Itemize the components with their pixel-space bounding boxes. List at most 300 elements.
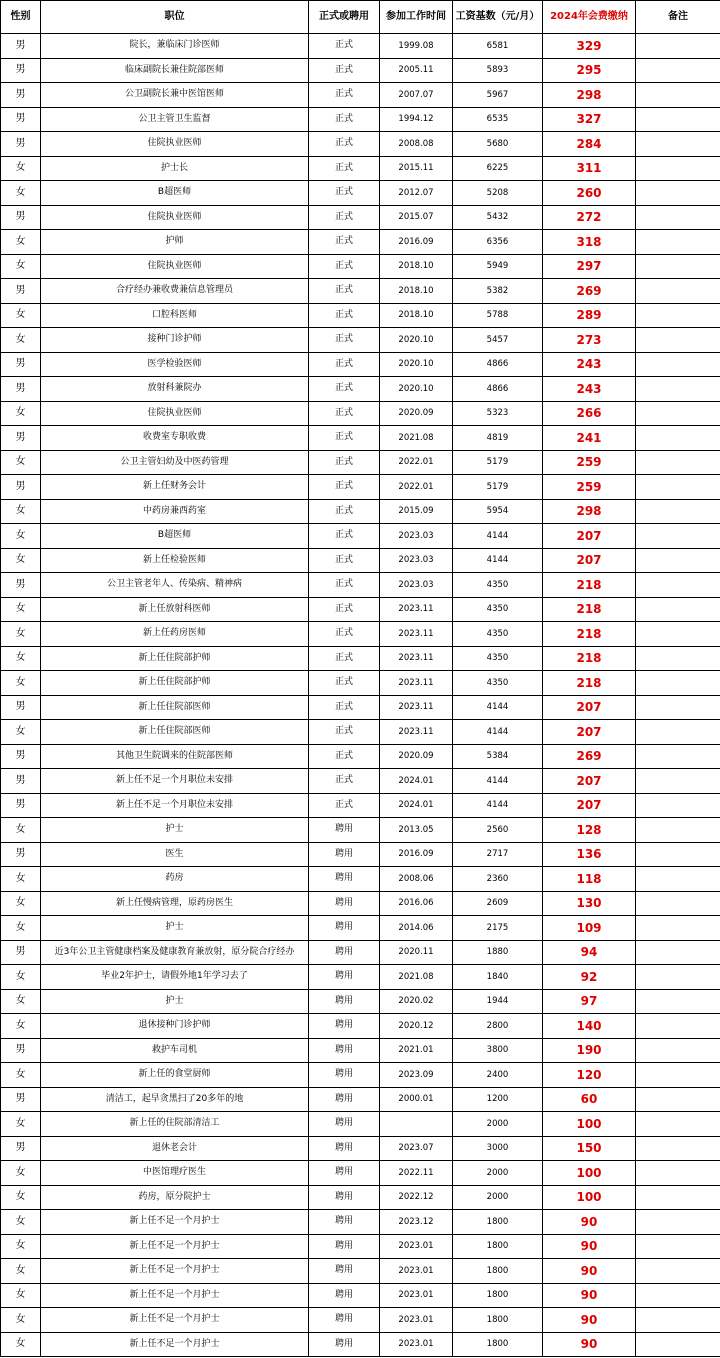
cell-fee-2024: 295 (543, 58, 636, 83)
cell-fee-2024: 272 (543, 205, 636, 230)
cell-start-date: 2023.11 (380, 695, 453, 720)
cell-fee-2024: 94 (543, 940, 636, 965)
cell-employment-type: 聘用 (309, 965, 380, 990)
cell-start-date: 2020.12 (380, 1014, 453, 1039)
cell-position: 新上任不足一个月护士 (41, 1308, 309, 1333)
cell-gender: 男 (1, 34, 41, 59)
cell-start-date: 2018.10 (380, 303, 453, 328)
cell-note (636, 793, 720, 818)
cell-gender: 女 (1, 1308, 41, 1333)
cell-position: 口腔科医师 (41, 303, 309, 328)
cell-start-date: 2021.08 (380, 965, 453, 990)
cell-gender: 女 (1, 891, 41, 916)
cell-employment-type: 正式 (309, 744, 380, 769)
cell-note (636, 720, 720, 745)
cell-employment-type: 正式 (309, 279, 380, 304)
cell-gender: 女 (1, 499, 41, 524)
cell-start-date: 2023.01 (380, 1234, 453, 1259)
cell-wage-base: 5382 (453, 279, 543, 304)
cell-position: 院长，兼临床门诊医师 (41, 34, 309, 59)
table-row (1, 597, 720, 622)
table-row (1, 475, 720, 500)
cell-position: B超医师 (41, 524, 309, 549)
table-row (1, 1087, 720, 1112)
cell-fee-2024: 266 (543, 401, 636, 426)
cell-gender: 女 (1, 965, 41, 990)
cell-gender: 女 (1, 524, 41, 549)
header-employment-type: 正式或聘用 (309, 1, 380, 34)
table-row (1, 1185, 720, 1210)
cell-start-date: 2016.06 (380, 891, 453, 916)
table-row (1, 499, 720, 524)
cell-note (636, 254, 720, 279)
cell-note (636, 34, 720, 59)
cell-wage-base: 6356 (453, 230, 543, 255)
cell-wage-base: 2000 (453, 1185, 543, 1210)
cell-gender: 男 (1, 107, 41, 132)
cell-wage-base: 3800 (453, 1038, 543, 1063)
table-row (1, 132, 720, 157)
cell-employment-type: 聘用 (309, 1038, 380, 1063)
cell-start-date: 2020.02 (380, 989, 453, 1014)
cell-wage-base: 4144 (453, 695, 543, 720)
cell-start-date: 2023.01 (380, 1259, 453, 1284)
header-note: 备注 (636, 1, 720, 34)
cell-wage-base: 5208 (453, 181, 543, 206)
cell-wage-base: 1840 (453, 965, 543, 990)
cell-wage-base: 5384 (453, 744, 543, 769)
cell-gender: 女 (1, 989, 41, 1014)
cell-gender: 女 (1, 230, 41, 255)
cell-position: 清洁工，起早贪黑扫了20多年的地 (41, 1087, 309, 1112)
cell-position: 住院执业医师 (41, 205, 309, 230)
cell-wage-base: 1800 (453, 1332, 543, 1357)
cell-note (636, 867, 720, 892)
cell-start-date: 2023.11 (380, 720, 453, 745)
cell-note (636, 352, 720, 377)
cell-position: 新上任住院部医师 (41, 695, 309, 720)
cell-gender: 男 (1, 695, 41, 720)
cell-wage-base: 5967 (453, 83, 543, 108)
cell-fee-2024: 329 (543, 34, 636, 59)
cell-employment-type: 正式 (309, 181, 380, 206)
cell-wage-base: 1800 (453, 1234, 543, 1259)
cell-wage-base: 4866 (453, 377, 543, 402)
cell-note (636, 450, 720, 475)
table-row (1, 793, 720, 818)
cell-fee-2024: 218 (543, 622, 636, 647)
cell-employment-type: 正式 (309, 671, 380, 696)
table-row (1, 205, 720, 230)
cell-note (636, 1136, 720, 1161)
cell-wage-base: 2800 (453, 1014, 543, 1039)
cell-position: 其他卫生院调来的住院部医师 (41, 744, 309, 769)
cell-note (636, 107, 720, 132)
cell-gender: 男 (1, 58, 41, 83)
table-row (1, 303, 720, 328)
table-row (1, 181, 720, 206)
cell-gender: 女 (1, 1112, 41, 1137)
cell-fee-2024: 190 (543, 1038, 636, 1063)
cell-fee-2024: 298 (543, 83, 636, 108)
cell-gender: 女 (1, 1014, 41, 1039)
cell-fee-2024: 297 (543, 254, 636, 279)
cell-gender: 女 (1, 254, 41, 279)
cell-start-date: 2015.11 (380, 156, 453, 181)
cell-position: 新上任的食堂厨师 (41, 1063, 309, 1088)
cell-wage-base: 4350 (453, 597, 543, 622)
cell-gender: 女 (1, 916, 41, 941)
table-row (1, 1210, 720, 1235)
cell-gender: 女 (1, 720, 41, 745)
cell-position: 新上任不足一个月护士 (41, 1210, 309, 1235)
cell-start-date (380, 1112, 453, 1137)
cell-start-date: 2023.01 (380, 1308, 453, 1333)
cell-employment-type: 正式 (309, 720, 380, 745)
cell-employment-type: 正式 (309, 303, 380, 328)
cell-gender: 女 (1, 622, 41, 647)
table-row (1, 818, 720, 843)
table-row (1, 450, 720, 475)
cell-wage-base: 1800 (453, 1210, 543, 1235)
cell-gender: 女 (1, 156, 41, 181)
cell-position: 新上任放射科医师 (41, 597, 309, 622)
cell-wage-base: 5323 (453, 401, 543, 426)
cell-wage-base: 6535 (453, 107, 543, 132)
cell-start-date: 2007.07 (380, 83, 453, 108)
cell-fee-2024: 260 (543, 181, 636, 206)
cell-position: 中药房兼西药室 (41, 499, 309, 524)
cell-wage-base: 2360 (453, 867, 543, 892)
cell-fee-2024: 100 (543, 1185, 636, 1210)
cell-position: 新上任药房医师 (41, 622, 309, 647)
cell-start-date: 2021.08 (380, 426, 453, 451)
cell-wage-base: 2609 (453, 891, 543, 916)
cell-position: 护士 (41, 818, 309, 843)
cell-employment-type: 正式 (309, 401, 380, 426)
cell-wage-base: 2175 (453, 916, 543, 941)
cell-position: 护士长 (41, 156, 309, 181)
cell-start-date: 2015.07 (380, 205, 453, 230)
header-row (1, 1, 720, 34)
cell-gender: 男 (1, 377, 41, 402)
cell-gender: 女 (1, 671, 41, 696)
cell-start-date: 2008.08 (380, 132, 453, 157)
cell-note (636, 1234, 720, 1259)
cell-position: 中医馆理疗医生 (41, 1161, 309, 1186)
cell-start-date: 2013.05 (380, 818, 453, 843)
cell-position: 新上任检验医师 (41, 548, 309, 573)
table-row (1, 769, 720, 794)
cell-gender: 男 (1, 1136, 41, 1161)
cell-employment-type: 聘用 (309, 1185, 380, 1210)
cell-employment-type: 聘用 (309, 1112, 380, 1137)
cell-fee-2024: 90 (543, 1259, 636, 1284)
cell-employment-type: 聘用 (309, 1283, 380, 1308)
cell-note (636, 671, 720, 696)
cell-note (636, 891, 720, 916)
cell-note (636, 303, 720, 328)
cell-wage-base: 5954 (453, 499, 543, 524)
cell-position: 住院执业医师 (41, 401, 309, 426)
cell-employment-type: 正式 (309, 34, 380, 59)
table-row (1, 1259, 720, 1284)
cell-fee-2024: 109 (543, 916, 636, 941)
cell-gender: 女 (1, 548, 41, 573)
cell-position: 护师 (41, 230, 309, 255)
cell-start-date: 2016.09 (380, 230, 453, 255)
cell-start-date: 2023.09 (380, 1063, 453, 1088)
cell-gender: 女 (1, 867, 41, 892)
cell-employment-type: 正式 (309, 597, 380, 622)
cell-employment-type: 聘用 (309, 1087, 380, 1112)
cell-start-date: 2008.06 (380, 867, 453, 892)
cell-gender: 女 (1, 1063, 41, 1088)
cell-fee-2024: 90 (543, 1234, 636, 1259)
cell-note (636, 230, 720, 255)
cell-note (636, 744, 720, 769)
cell-gender: 男 (1, 573, 41, 598)
cell-fee-2024: 218 (543, 597, 636, 622)
cell-start-date: 2020.10 (380, 377, 453, 402)
cell-gender: 女 (1, 450, 41, 475)
cell-fee-2024: 298 (543, 499, 636, 524)
cell-start-date: 2023.12 (380, 1210, 453, 1235)
table-row (1, 548, 720, 573)
cell-note (636, 83, 720, 108)
cell-note (636, 646, 720, 671)
cell-note (636, 842, 720, 867)
cell-note (636, 1185, 720, 1210)
cell-position: 公卫副院长兼中医馆医师 (41, 83, 309, 108)
cell-position: 临床副院长兼住院部医师 (41, 58, 309, 83)
cell-start-date: 2022.11 (380, 1161, 453, 1186)
cell-wage-base: 5457 (453, 328, 543, 353)
cell-wage-base: 4144 (453, 548, 543, 573)
cell-fee-2024: 90 (543, 1308, 636, 1333)
cell-fee-2024: 207 (543, 720, 636, 745)
cell-position: 新上任的住院部清洁工 (41, 1112, 309, 1137)
cell-start-date: 2022.01 (380, 450, 453, 475)
table-row (1, 58, 720, 83)
table-row (1, 377, 720, 402)
table-row (1, 695, 720, 720)
cell-note (636, 1332, 720, 1357)
cell-employment-type: 聘用 (309, 1259, 380, 1284)
cell-wage-base: 5893 (453, 58, 543, 83)
cell-start-date: 2018.10 (380, 254, 453, 279)
cell-note (636, 475, 720, 500)
cell-gender: 男 (1, 744, 41, 769)
cell-position: 放射科兼院办 (41, 377, 309, 402)
cell-fee-2024: 269 (543, 744, 636, 769)
cell-employment-type: 正式 (309, 646, 380, 671)
cell-employment-type: 聘用 (309, 1161, 380, 1186)
cell-start-date: 2012.07 (380, 181, 453, 206)
cell-gender: 女 (1, 401, 41, 426)
table-row (1, 230, 720, 255)
cell-wage-base: 2717 (453, 842, 543, 867)
cell-wage-base: 4144 (453, 720, 543, 745)
cell-position: 新上任不足一个月护士 (41, 1234, 309, 1259)
cell-note (636, 1063, 720, 1088)
table-row (1, 279, 720, 304)
cell-start-date: 2023.11 (380, 671, 453, 696)
cell-fee-2024: 207 (543, 769, 636, 794)
cell-wage-base: 4350 (453, 671, 543, 696)
cell-note (636, 1161, 720, 1186)
cell-fee-2024: 259 (543, 475, 636, 500)
cell-position: 退休老会计 (41, 1136, 309, 1161)
cell-gender: 女 (1, 1210, 41, 1235)
table-row (1, 671, 720, 696)
cell-fee-2024: 218 (543, 573, 636, 598)
cell-position: 公卫主管老年人、传染病、精神病 (41, 573, 309, 598)
cell-gender: 男 (1, 769, 41, 794)
cell-employment-type: 聘用 (309, 1308, 380, 1333)
cell-note (636, 1283, 720, 1308)
cell-start-date: 2023.01 (380, 1332, 453, 1357)
cell-position: 新上任不足一个月护士 (41, 1259, 309, 1284)
table-row (1, 965, 720, 990)
cell-position: 新上任财务会计 (41, 475, 309, 500)
cell-wage-base: 5680 (453, 132, 543, 157)
cell-position: 新上任住院部医师 (41, 720, 309, 745)
table-row (1, 328, 720, 353)
cell-note (636, 1210, 720, 1235)
table-row (1, 107, 720, 132)
cell-employment-type: 正式 (309, 328, 380, 353)
cell-employment-type: 正式 (309, 132, 380, 157)
header-wage-base: 工资基数（元/月） (453, 1, 543, 34)
table-row (1, 622, 720, 647)
cell-gender: 女 (1, 328, 41, 353)
cell-note (636, 622, 720, 647)
cell-fee-2024: 327 (543, 107, 636, 132)
cell-gender: 男 (1, 205, 41, 230)
cell-note (636, 377, 720, 402)
cell-employment-type: 聘用 (309, 1332, 380, 1357)
cell-wage-base: 2560 (453, 818, 543, 843)
cell-note (636, 1308, 720, 1333)
cell-start-date: 2000.01 (380, 1087, 453, 1112)
cell-start-date: 2023.07 (380, 1136, 453, 1161)
cell-employment-type: 正式 (309, 499, 380, 524)
cell-wage-base: 5949 (453, 254, 543, 279)
cell-employment-type: 正式 (309, 352, 380, 377)
cell-wage-base: 4866 (453, 352, 543, 377)
cell-position: 药房，原分院护士 (41, 1185, 309, 1210)
table-row (1, 401, 720, 426)
cell-note (636, 695, 720, 720)
table-row (1, 83, 720, 108)
cell-fee-2024: 218 (543, 646, 636, 671)
cell-wage-base: 1800 (453, 1283, 543, 1308)
cell-employment-type: 聘用 (309, 1136, 380, 1161)
cell-note (636, 769, 720, 794)
cell-note (636, 818, 720, 843)
cell-employment-type: 聘用 (309, 916, 380, 941)
cell-fee-2024: 136 (543, 842, 636, 867)
cell-gender: 男 (1, 352, 41, 377)
cell-wage-base: 4144 (453, 524, 543, 549)
cell-employment-type: 聘用 (309, 818, 380, 843)
cell-fee-2024: 243 (543, 352, 636, 377)
cell-employment-type: 聘用 (309, 1234, 380, 1259)
cell-fee-2024: 207 (543, 548, 636, 573)
cell-wage-base: 1944 (453, 989, 543, 1014)
cell-note (636, 524, 720, 549)
cell-note (636, 499, 720, 524)
cell-position: 收费室专职收费 (41, 426, 309, 451)
cell-position: 护士 (41, 916, 309, 941)
table-row (1, 156, 720, 181)
cell-fee-2024: 120 (543, 1063, 636, 1088)
cell-gender: 男 (1, 83, 41, 108)
table-row (1, 352, 720, 377)
cell-start-date: 1999.08 (380, 34, 453, 59)
cell-wage-base: 5179 (453, 450, 543, 475)
header-fee-2024: 2024年会费缴纳 (543, 1, 636, 34)
cell-position: 接种门诊护师 (41, 328, 309, 353)
cell-start-date: 2022.01 (380, 475, 453, 500)
cell-position: 新上任不足一个月护士 (41, 1332, 309, 1357)
cell-start-date: 2024.01 (380, 793, 453, 818)
cell-employment-type: 正式 (309, 205, 380, 230)
cell-position: 公卫主管妇幼及中医药管理 (41, 450, 309, 475)
cell-wage-base: 6581 (453, 34, 543, 59)
cell-position: 新上任住院部护师 (41, 646, 309, 671)
cell-wage-base: 1880 (453, 940, 543, 965)
table-row (1, 1332, 720, 1357)
cell-employment-type: 聘用 (309, 1063, 380, 1088)
cell-start-date: 2023.11 (380, 646, 453, 671)
cell-wage-base: 2000 (453, 1161, 543, 1186)
cell-employment-type: 正式 (309, 377, 380, 402)
cell-position: B超医师 (41, 181, 309, 206)
cell-fee-2024: 150 (543, 1136, 636, 1161)
cell-start-date: 2015.09 (380, 499, 453, 524)
cell-gender: 女 (1, 1332, 41, 1357)
cell-employment-type: 正式 (309, 769, 380, 794)
cell-note (636, 1112, 720, 1137)
cell-note (636, 573, 720, 598)
cell-note (636, 940, 720, 965)
cell-note (636, 132, 720, 157)
cell-fee-2024: 289 (543, 303, 636, 328)
table-row (1, 1038, 720, 1063)
cell-start-date: 2024.01 (380, 769, 453, 794)
cell-gender: 男 (1, 1038, 41, 1063)
cell-position: 新上任不足一个月护士 (41, 1283, 309, 1308)
cell-position: 救护车司机 (41, 1038, 309, 1063)
cell-employment-type: 聘用 (309, 989, 380, 1014)
cell-start-date: 2023.03 (380, 573, 453, 598)
cell-note (636, 548, 720, 573)
cell-start-date: 2020.09 (380, 401, 453, 426)
header-gender: 性别 (1, 1, 41, 34)
cell-wage-base: 4144 (453, 793, 543, 818)
cell-wage-base: 4350 (453, 646, 543, 671)
table-row (1, 1112, 720, 1137)
cell-employment-type: 正式 (309, 156, 380, 181)
cell-gender: 男 (1, 279, 41, 304)
cell-employment-type: 正式 (309, 107, 380, 132)
cell-employment-type: 正式 (309, 573, 380, 598)
cell-position: 毕业2年护士，请假外地1年学习去了 (41, 965, 309, 990)
cell-start-date: 2020.09 (380, 744, 453, 769)
cell-gender: 女 (1, 181, 41, 206)
